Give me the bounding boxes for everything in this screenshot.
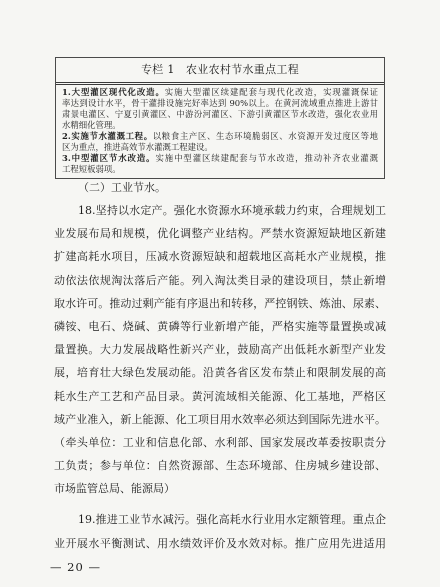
paragraph-line: 取水许可。推动过剩产能有序退出和转移，严控钢铁、炼油、尿素、 bbox=[54, 296, 386, 310]
paragraph-line: 18.坚持以水定产。强化水资源水环境承载力约束，合理规划工 bbox=[78, 204, 386, 217]
paragraph-line: 域产业准入，新上能源、化工项目用水效率必须达到国际先进水平。 bbox=[54, 412, 386, 426]
feature-item-text: 实施中型灌区续建配套与节水改造，推动补齐农业灌溉 bbox=[155, 153, 378, 163]
paragraph-line: 展，培育壮大绿色发展动能。沿黄各省区发布禁止和限制发展的高 bbox=[54, 366, 386, 380]
feature-box-body bbox=[56, 85, 384, 178]
feature-box bbox=[55, 57, 385, 179]
feature-box-title: 专栏 1 农业农村节水重点工程 bbox=[141, 63, 299, 76]
paragraph-line: 扩建高耗水项目，压减水资源短缺和超载地区高耗水产业规模，推 bbox=[54, 250, 386, 264]
paragraph-18 bbox=[54, 199, 386, 500]
feature-item-line bbox=[62, 87, 378, 98]
section-heading: （二）工业节水。 bbox=[78, 181, 166, 194]
paragraph-line: 量置换。大力发展战略性新兴产业，鼓励高产出低耗水新型产业发 bbox=[54, 343, 386, 357]
page-number: — 20 — bbox=[50, 560, 101, 574]
feature-item-heading: 3.中型灌区节水改造。 bbox=[62, 153, 156, 163]
body-text bbox=[54, 199, 386, 555]
paragraph-line: 业开展水平衡测试、用水绩效评价及水效对标。推广应用先进适用 bbox=[54, 536, 386, 550]
paragraph-line: 市场监管总局、能源局） bbox=[54, 482, 175, 496]
feature-item-line: 区为重点，推进高效节水灌溉工程建设。 bbox=[62, 142, 213, 152]
feature-item-line: 水精细化管理。 bbox=[62, 120, 121, 130]
paragraph-line: 工负责；参与单位：自然资源部、生态环境部、住房城乡建设部、 bbox=[54, 459, 386, 473]
feature-item-text: 以粮食主产区、生态环境脆弱区、水资源开发过度区等地 bbox=[152, 131, 378, 141]
paragraph-line: 耗水生产工艺和产品目录。黄河流域相关能源、化工基地，严格区 bbox=[54, 389, 386, 403]
paragraph-line: 业发展布局和规模，优化调整产业结构。严禁水资源短缺地区新建 bbox=[54, 227, 386, 241]
paragraph-line: 19.推进工业节水减污。强化高耗水行业用水定额管理。重点企 bbox=[78, 513, 386, 527]
feature-item-line: 率达到设计水平，骨干灌排设施完好率达到 90%以上。在黄河流域重点推进上游甘 bbox=[62, 98, 378, 108]
feature-item-line: 肃景电灌区、宁夏引黄灌区、中游汾河灌区、下游引黄灌区节水改造，强化农业用 bbox=[62, 109, 378, 119]
paragraph-19 bbox=[54, 508, 386, 554]
paragraph-line: （牵头单位：工业和信息化部、水利部、国家发展改革委按职责分 bbox=[54, 435, 386, 449]
feature-item-heading: 2.实施节水灌溉工程。 bbox=[62, 131, 153, 141]
feature-item-line bbox=[62, 153, 378, 164]
feature-item-heading: 1.大型灌区现代化改造。 bbox=[62, 87, 165, 97]
feature-item-line bbox=[62, 131, 378, 142]
paragraph-line: 动依法依规淘汰落后产能。列入淘汰类目录的建设项目，禁止新增 bbox=[54, 273, 386, 287]
paragraph-line: 磷铵、电石、烧碱、黄磷等行业新增产能，严格实施等量置换或减 bbox=[54, 319, 386, 333]
feature-item-line: 工程短板弱项。 bbox=[62, 164, 121, 174]
feature-item-text: 实施大型灌区续建配套与现代化改造，实现灌溉保证 bbox=[164, 87, 378, 97]
